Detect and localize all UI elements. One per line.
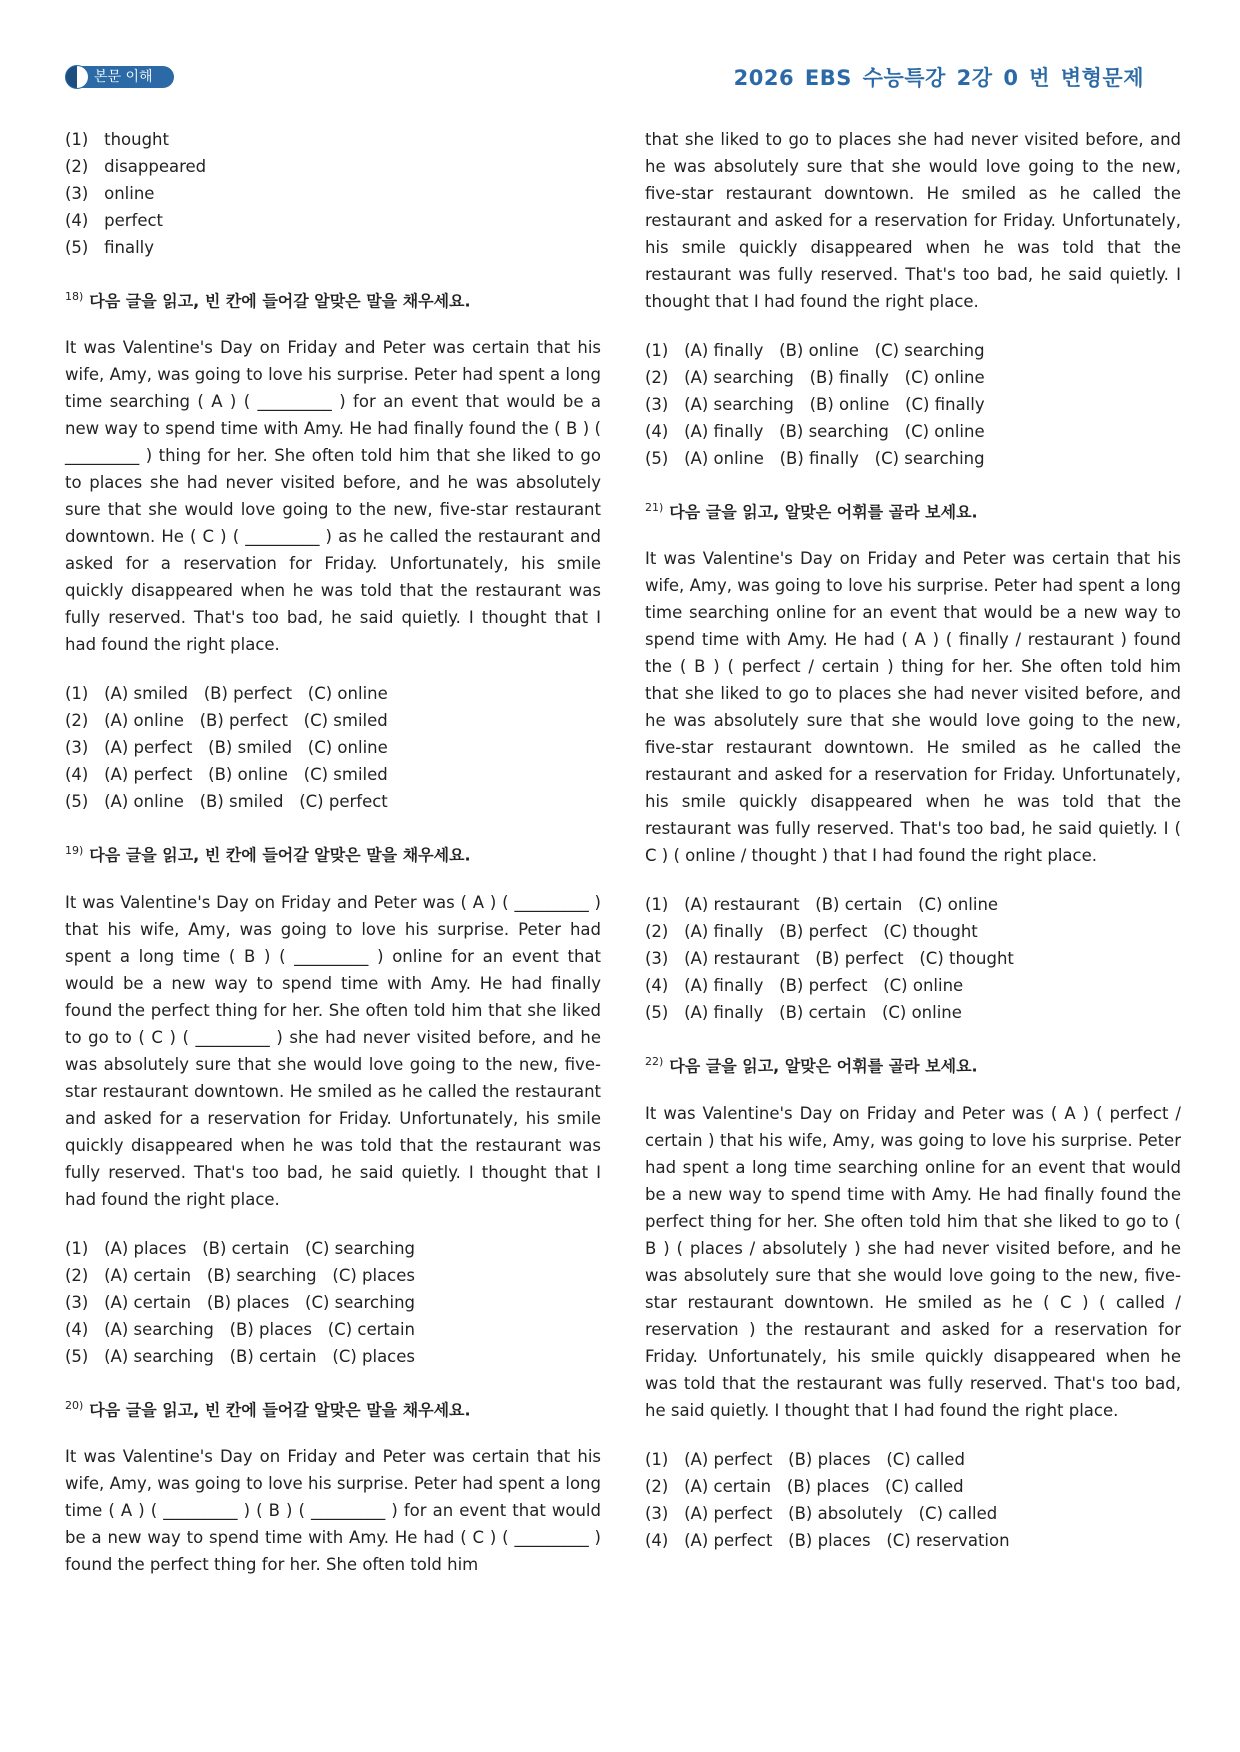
option-item: (1) (A) perfect (B) places (C) called (645, 1449, 965, 1469)
page-header (66, 62, 1144, 92)
question-18-passage: It was Valentine's Day on Friday and Peter was certain that his wife, Amy, was going to love his surprise. Peter had spent a long time searching ( A ) ( _________ ) for an event that would be a new way to spend time with Amy. He had finally found the ( B ) ( _________ ) thing for her. She often told him that she liked to go to places she had never visited before, and he was absolutely sure that she would love going to the new, five-star restaurant downtown. He ( C ) ( _________ ) as he called the restaurant and asked for a reservation for Friday. Unfortunately, his smile quickly disappeared when he was told that the restaurant was fully reserved. That's too bad, he said quietly. I thought that I had found the right place. (65, 338, 601, 655)
option-item: (5) (A) searching (B) certain (C) places (65, 1346, 416, 1366)
option-item: (1) thought (65, 130, 169, 149)
option-item: (4) (A) searching (B) places (C) certain (65, 1319, 416, 1339)
question-instruction: 다음 글을 읽고, 빈 칸에 들어갈 알맞은 말을 채우세요. (89, 845, 471, 865)
option-item: (4) (A) finally (B) perfect (C) online (645, 976, 964, 996)
question-21-options (645, 891, 1181, 1026)
question-number: 22) (645, 1055, 664, 1069)
option-item: (2) (A) searching (B) finally (C) online (645, 368, 985, 387)
question-19-options (65, 1235, 601, 1370)
question-21-heading (645, 494, 1181, 525)
question-instruction: 다음 글을 읽고, 알맞은 어휘를 골라 보세요. (669, 502, 978, 522)
question-19-heading (65, 837, 601, 868)
option-item: (5) finally (65, 238, 155, 257)
question-18-options (65, 680, 601, 815)
option-item: (3) (A) restaurant (B) perfect (C) thought (645, 949, 1014, 969)
question-18-heading (65, 283, 601, 314)
option-item: (3) (A) perfect (B) smiled (C) online (65, 738, 388, 758)
question-20-passage-part1: It was Valentine's Day on Friday and Peter was certain that his wife, Amy, was going to love his surprise. Peter had spent a long time ( A ) ( _________ ) ( B ) ( _________ ) for an event that would be a new way to spend time with Amy. He had ( C ) ( _________ ) found the perfect thing for her. She often told him (65, 1446, 601, 1574)
question-20-heading (65, 1392, 601, 1423)
option-item: (1) (A) finally (B) online (C) searching (645, 341, 985, 360)
question-number: 18) (65, 290, 84, 303)
option-item: (2) (A) finally (B) perfect (C) thought (645, 922, 978, 942)
question-instruction: 다음 글을 읽고, 알맞은 어휘를 골라 보세요. (669, 1056, 978, 1076)
option-item: (1) (A) restaurant (B) certain (C) online (645, 895, 999, 915)
option-item: (2) (A) online (B) perfect (C) smiled (65, 711, 388, 731)
question-22-options (645, 1446, 1181, 1554)
prev-question-options (65, 126, 601, 261)
question-instruction: 다음 글을 읽고, 빈 칸에 들어갈 알맞은 말을 채우세요. (89, 1399, 471, 1419)
option-item: (3) (A) perfect (B) absolutely (C) called (645, 1503, 998, 1523)
option-item: (2) (A) certain (B) places (C) called (645, 1476, 964, 1496)
option-item: (4) perfect (65, 211, 164, 230)
option-item: (4) (A) perfect (B) places (C) reservation (645, 1530, 1010, 1550)
question-number: 21) (645, 501, 664, 514)
option-item: (1) (A) smiled (B) perfect (C) online (65, 684, 388, 704)
option-item: (3) (A) certain (B) places (C) searching (65, 1292, 416, 1312)
option-item: (5) (A) online (B) smiled (C) perfect (65, 792, 388, 812)
option-item: (3) online (65, 184, 155, 203)
question-number: 19) (65, 844, 84, 858)
question-22-heading (645, 1048, 1181, 1079)
section-badge (66, 66, 174, 88)
option-item: (2) (A) certain (B) searching (C) places (65, 1265, 416, 1285)
option-item: (4) (A) perfect (B) online (C) smiled (65, 765, 388, 785)
option-item: (4) (A) finally (B) searching (C) online (645, 422, 985, 441)
option-item: (3) (A) searching (B) online (C) finally (645, 395, 985, 414)
option-item: (5) (A) finally (B) certain (C) online (645, 1003, 962, 1023)
question-number: 20) (65, 1398, 84, 1412)
question-19-passage: It was Valentine's Day on Friday and Peter was ( A ) ( _________ ) that his wife, Amy, was going to love his surprise. Peter had spent a long time ( B ) ( _________ ) online for an event that would be a new way to spend time with Amy. He had finally found the perfect thing for her. She often told him that she liked to go to ( C ) ( _________ ) she had never visited before, and he was absolutely sure that she would love going to the new, five-star restaurant downtown. He smiled as he called the restaurant and asked for a reservation for Friday. Unfortunately, his smile quickly disappeared when he was told that the restaurant was fully reserved. That's too bad, he said quietly. I thought that I had found the right place. (65, 892, 601, 1209)
option-item: (1) (A) places (B) certain (C) searching (65, 1238, 416, 1258)
section-badge-label: 본문 이해 (94, 69, 153, 85)
question-instruction: 다음 글을 읽고, 빈 칸에 들어갈 알맞은 말을 채우세요. (89, 291, 471, 311)
option-item: (2) disappeared (65, 157, 207, 176)
option-item: (5) (A) online (B) finally (C) searching (645, 449, 985, 468)
right-column (645, 126, 1181, 1554)
left-column (65, 126, 601, 1600)
question-21-passage: It was Valentine's Day on Friday and Peter was certain that his wife, Amy, was going to love his surprise. Peter had spent a long time searching online for an event that would be a new way to spend time with Amy. He had ( A ) ( finally / restaurant ) found the ( B ) ( perfect / certain ) thing for her. She often told him that she liked to go to places she had never visited before, and he was absolutely sure that she would love going to the new, five-star restaurant downtown. He smiled as he called the restaurant and asked for a reservation for Friday. Unfortunately, his smile quickly disappeared when he was told that the restaurant was fully reserved. That's too bad, he said quietly. I ( C ) ( online / thought ) that I had found the right place. (645, 549, 1181, 866)
question-20-passage-part2: that she liked to go to places she had never visited before, and he was absolutely sure that she would love going to the new, five-star restaurant downtown. He smiled as he called the restaurant and asked for a reservation for Friday. Unfortunately, his smile quickly disappeared when he was told that the restaurant was fully reserved. That's too bad, he said quietly. I thought that I had found the right place. (645, 130, 1181, 311)
question-22-passage: It was Valentine's Day on Friday and Peter was ( A ) ( perfect / certain ) that his wife, Amy, was going to love his surprise. Peter had spent a long time searching online for an event that would be a new way to spend time with Amy. He had finally found the perfect thing for her. She often told him that she liked to go to ( B ) ( places / absolutely ) she had never visited before, and he was absolutely sure that she would love going to the new, five-star restaurant downtown. He smiled as he ( C ) ( called / reservation ) the restaurant and asked for a reservation for Friday. Unfortunately, his smile quickly disappeared when he was told that the restaurant was fully reserved. That's too bad, he said quietly. I thought that I had found the right place. (645, 1103, 1181, 1420)
document-title: 2026 EBS 수능특강 2강 0 번 변형문제 (733, 66, 1144, 90)
question-20-options (645, 337, 1181, 472)
